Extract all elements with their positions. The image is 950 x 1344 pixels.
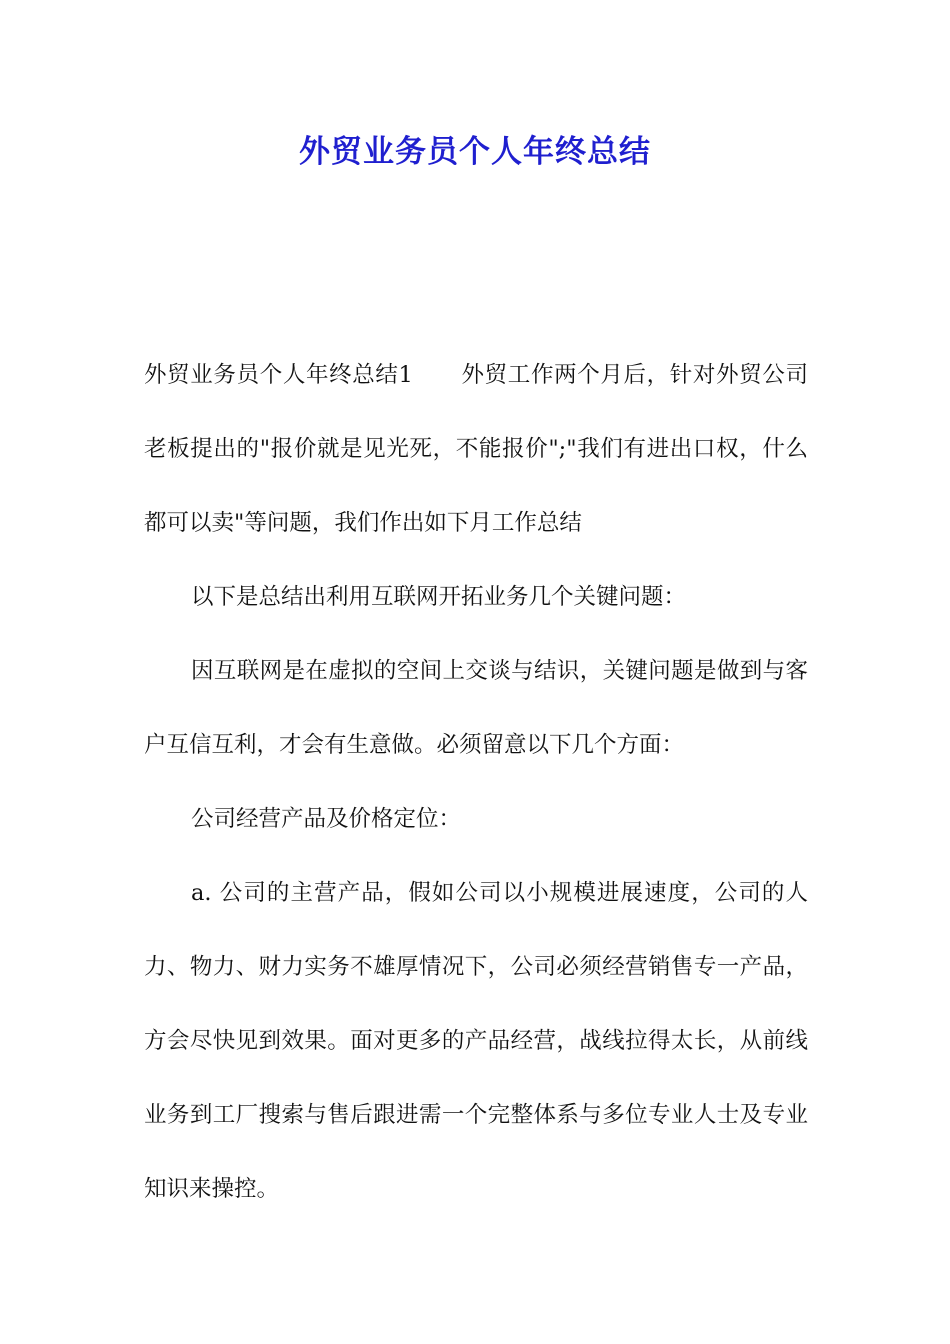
paragraph: 公司经营产品及价格定位： xyxy=(191,806,462,832)
paragraph: a. 公司的主营产品，假如公司以小规模进展速度，公司的人力、物力、财力实务不雄厚情况下，公司必须经营销售专一产品，方会尽快见到效果。面对更多的产品经营，战线拉得太长，从前线业务到工厂搜索与售后跟进需一个完整体系与多位专业人士及专业知识来操控。 xyxy=(144,880,808,1202)
paragraph: 因互联网是在虚拟的空间上交谈与结识，关键问题是做到与客户互信互利，才会有生意做。必须留意以下几个方面： xyxy=(144,658,808,758)
paragraph: 以下是总结出利用互联网开拓业务几个关键问题： xyxy=(191,584,687,610)
paragraph-lead: 外贸业务员个人年终总结1 xyxy=(144,362,413,388)
document-body xyxy=(144,338,808,1226)
paragraph-text: 外贸工作两个月后，针对外贸公司老板提出的"报价就是见光死，不能报价";"我们有进出口权，什么都可以卖"等问题，我们作出如下月工作总结 xyxy=(144,362,808,536)
document-title: 外贸业务员个人年终总结 xyxy=(299,134,651,170)
paragraph-intro xyxy=(144,338,808,560)
